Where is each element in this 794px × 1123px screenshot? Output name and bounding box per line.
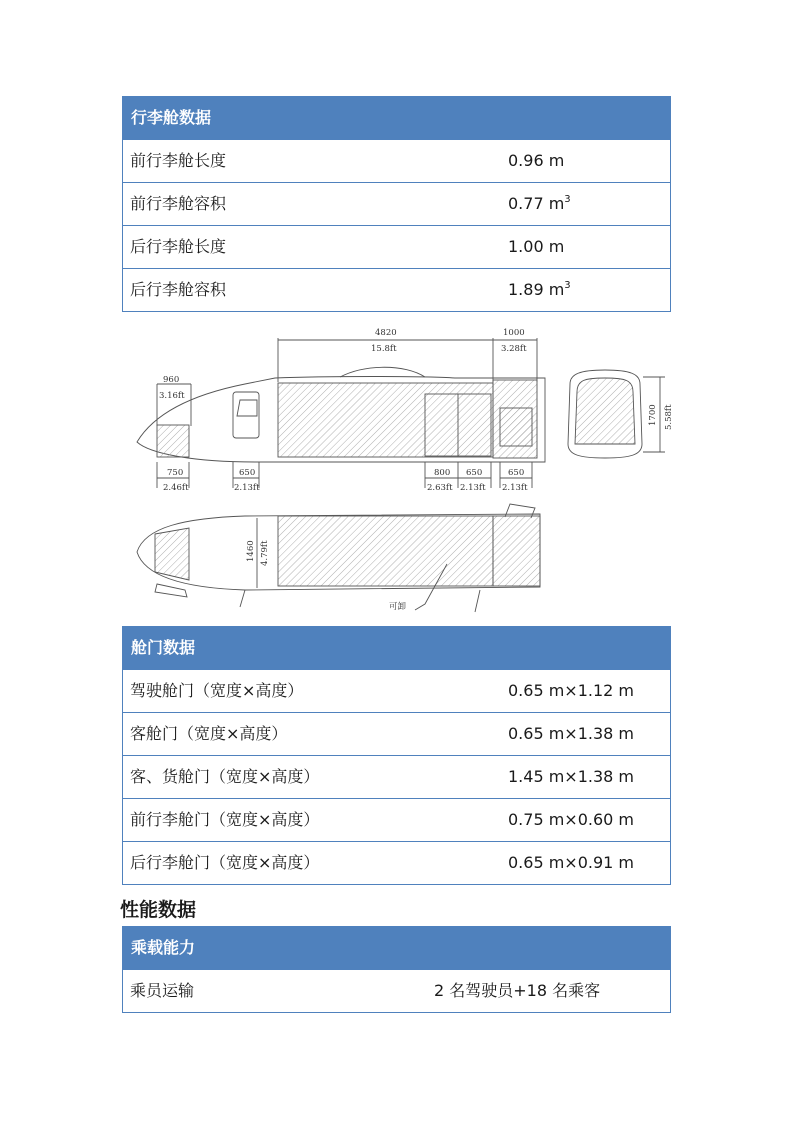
front-hold <box>157 425 189 457</box>
row-value: 1.45 m×1.38 m <box>508 767 634 786</box>
rear-hold-door <box>500 408 532 446</box>
row-value: 0.65 m×0.91 m <box>508 853 634 872</box>
row-label: 后行李舱门（宽度×高度） <box>130 853 320 872</box>
dim-nose-mm: 960 <box>163 375 180 385</box>
row-label: 后行李舱容积 <box>130 280 227 299</box>
dim-plan-mm: 1460 <box>246 540 256 562</box>
row-value: 0.96 m <box>508 151 565 170</box>
dim-b0-mm: 750 <box>167 468 184 478</box>
dim-rear-mm: 1000 <box>503 328 525 338</box>
dim-b1-mm: 650 <box>239 468 256 478</box>
row-value: 0.77 $m^3$ <box>508 193 571 213</box>
dim-b0-ft: 2.46ft <box>163 483 189 493</box>
performance-section-title: 性能数据 <box>120 899 197 921</box>
capacity-table <box>122 926 671 1013</box>
dim-plan-ft: 4.79ft <box>260 540 270 566</box>
capacity-table-header: 乘载能力 <box>123 927 670 969</box>
cargo-table-header: 行李舱数据 <box>123 97 670 139</box>
table-row <box>123 139 670 182</box>
dim-section-mm: 1700 <box>648 404 658 426</box>
removable-label: 可卸 <box>389 602 407 612</box>
row-label: 前行李舱容积 <box>130 194 227 213</box>
dim-b2-ft: 2.63ft <box>427 483 453 493</box>
row-value: 0.65 m×1.38 m <box>508 724 634 743</box>
dim-b4-ft: 2.13ft <box>502 483 528 493</box>
table-row <box>123 182 670 225</box>
dim-length-ft: 15.8ft <box>371 344 397 354</box>
dim-b3-mm: 650 <box>466 468 483 478</box>
dim-b4-mm: 650 <box>508 468 525 478</box>
table-row <box>123 755 670 798</box>
table-row <box>123 669 670 712</box>
row-label: 驾驶舱门（宽度×高度） <box>130 681 304 700</box>
row-value: 0.75 m×0.60 m <box>508 810 634 829</box>
table-row <box>123 798 670 841</box>
table-row <box>123 841 670 884</box>
plan-cabin-hold <box>278 516 493 586</box>
row-label: 乘员运输 <box>130 981 195 1000</box>
cargo-data-table <box>122 96 671 312</box>
dim-length-mm: 4820 <box>375 328 397 338</box>
row-label: 客舱门（宽度×高度） <box>130 724 288 743</box>
table-row <box>123 268 670 311</box>
row-value: 1.89 $m^3$ <box>508 279 571 299</box>
row-value: 0.65 m×1.12 m <box>508 681 634 700</box>
dim-b2-mm: 800 <box>434 468 451 478</box>
row-label: 前行李舱门（宽度×高度） <box>130 810 320 829</box>
row-label: 后行李舱长度 <box>130 237 227 256</box>
dim-section-ft: 5.58ft <box>664 404 674 430</box>
table-row <box>123 969 670 1012</box>
row-label: 前行李舱长度 <box>130 151 227 170</box>
table-row <box>123 225 670 268</box>
row-label: 客、货舱门（宽度×高度） <box>130 767 320 786</box>
row-value: 2 名驾驶员+18 名乘客 <box>434 981 601 1000</box>
door-data-table <box>122 626 671 885</box>
dim-b1-ft: 2.13ft <box>234 483 260 493</box>
dim-nose-ft: 3.16ft <box>159 391 185 401</box>
table-row <box>123 712 670 755</box>
door-table-header: 舱门数据 <box>123 627 670 669</box>
dim-rear-ft: 3.28ft <box>501 344 527 354</box>
row-value: 1.00 m <box>508 237 565 256</box>
aircraft-cargo-diagram <box>125 322 685 617</box>
dim-b3-ft: 2.13ft <box>460 483 486 493</box>
plan-rear-hold <box>493 516 540 586</box>
